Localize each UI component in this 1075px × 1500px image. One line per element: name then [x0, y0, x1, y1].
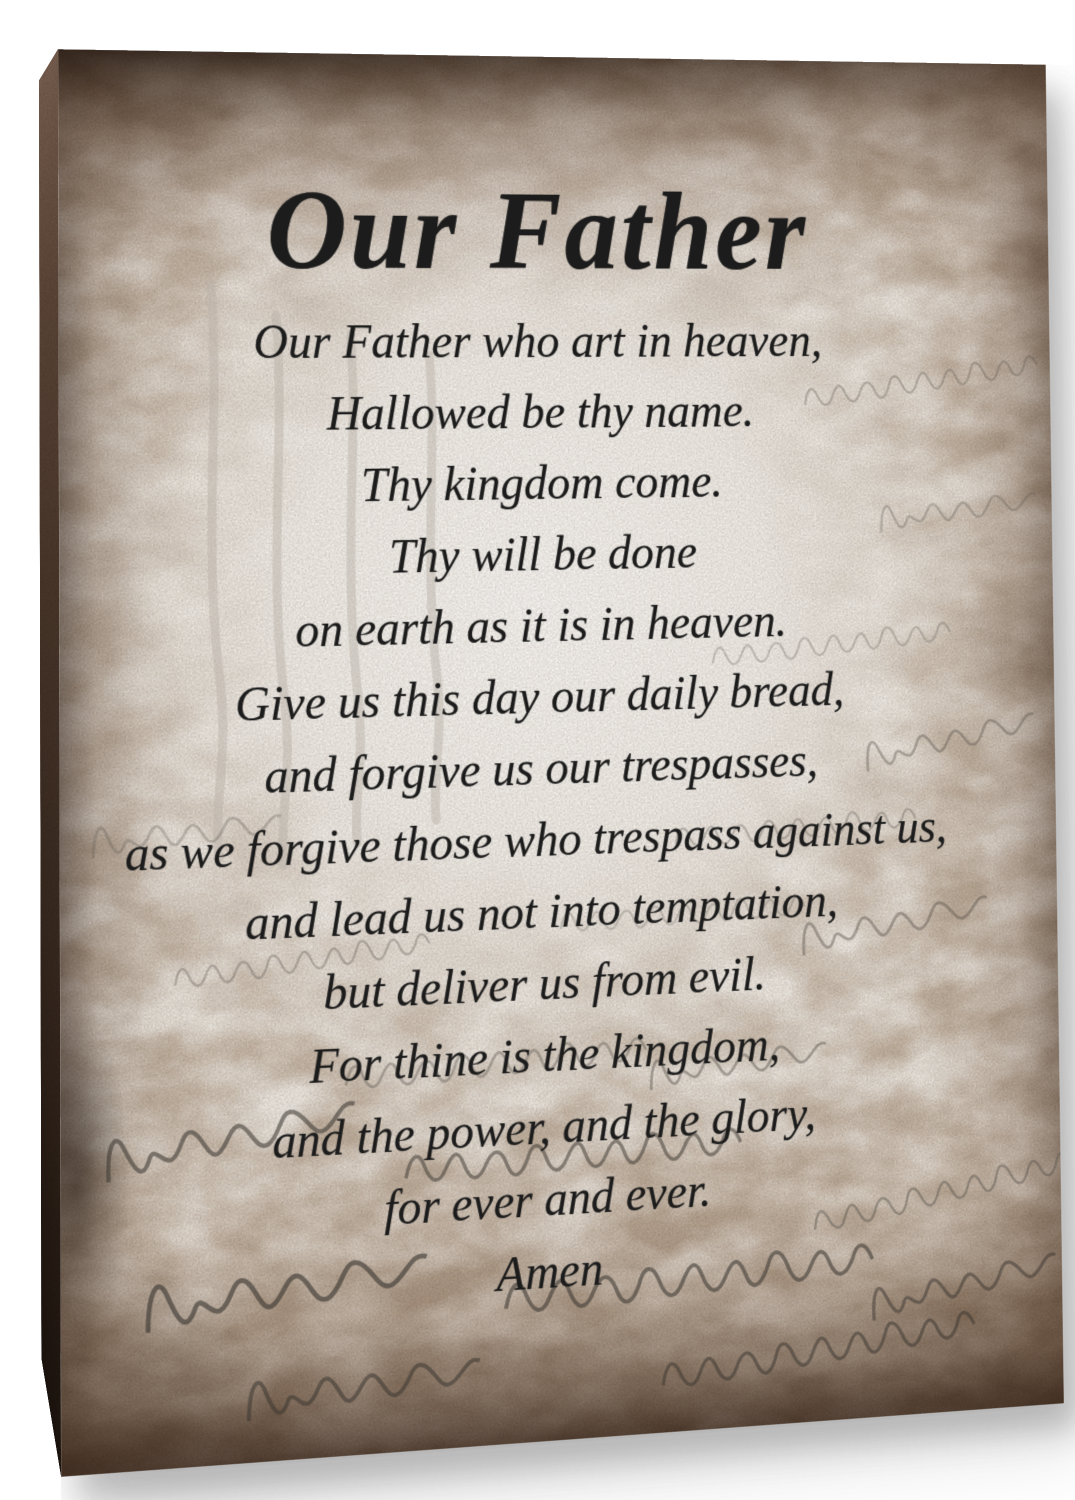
prayer-line: on earth as it is in heaven.: [295, 594, 788, 658]
prayer-line: Hallowed be thy name.: [326, 384, 755, 441]
canvas-front: [58, 49, 1064, 1477]
prayer-line: and forgive us our trespasses,: [264, 734, 819, 805]
prayer-line: Amen: [496, 1241, 604, 1303]
prayer-line: for ever and ever.: [384, 1163, 712, 1237]
prayer-line: Thy kingdom come.: [360, 455, 723, 513]
artwork-title: Our Father: [266, 167, 809, 294]
prayer-line: Our Father who art in heaven,: [253, 314, 823, 370]
prayer-lines: [59, 306, 1011, 1340]
prayer-line: Thy will be done: [388, 525, 698, 584]
canvas-print: [58, 49, 1064, 1477]
prayer-line: and the power, and the glory,: [272, 1086, 817, 1170]
prayer-line: and lead us not into temptation,: [245, 873, 839, 951]
prayer-line: as we forgive those who trespass against us,: [124, 800, 948, 883]
prayer-text: [58, 49, 1013, 1477]
prayer-line: Give us this day our daily bread,: [235, 663, 845, 733]
prayer-line: but deliver us from evil.: [323, 947, 767, 1021]
prayer-line: For thine is the kingdom,: [309, 1017, 781, 1095]
